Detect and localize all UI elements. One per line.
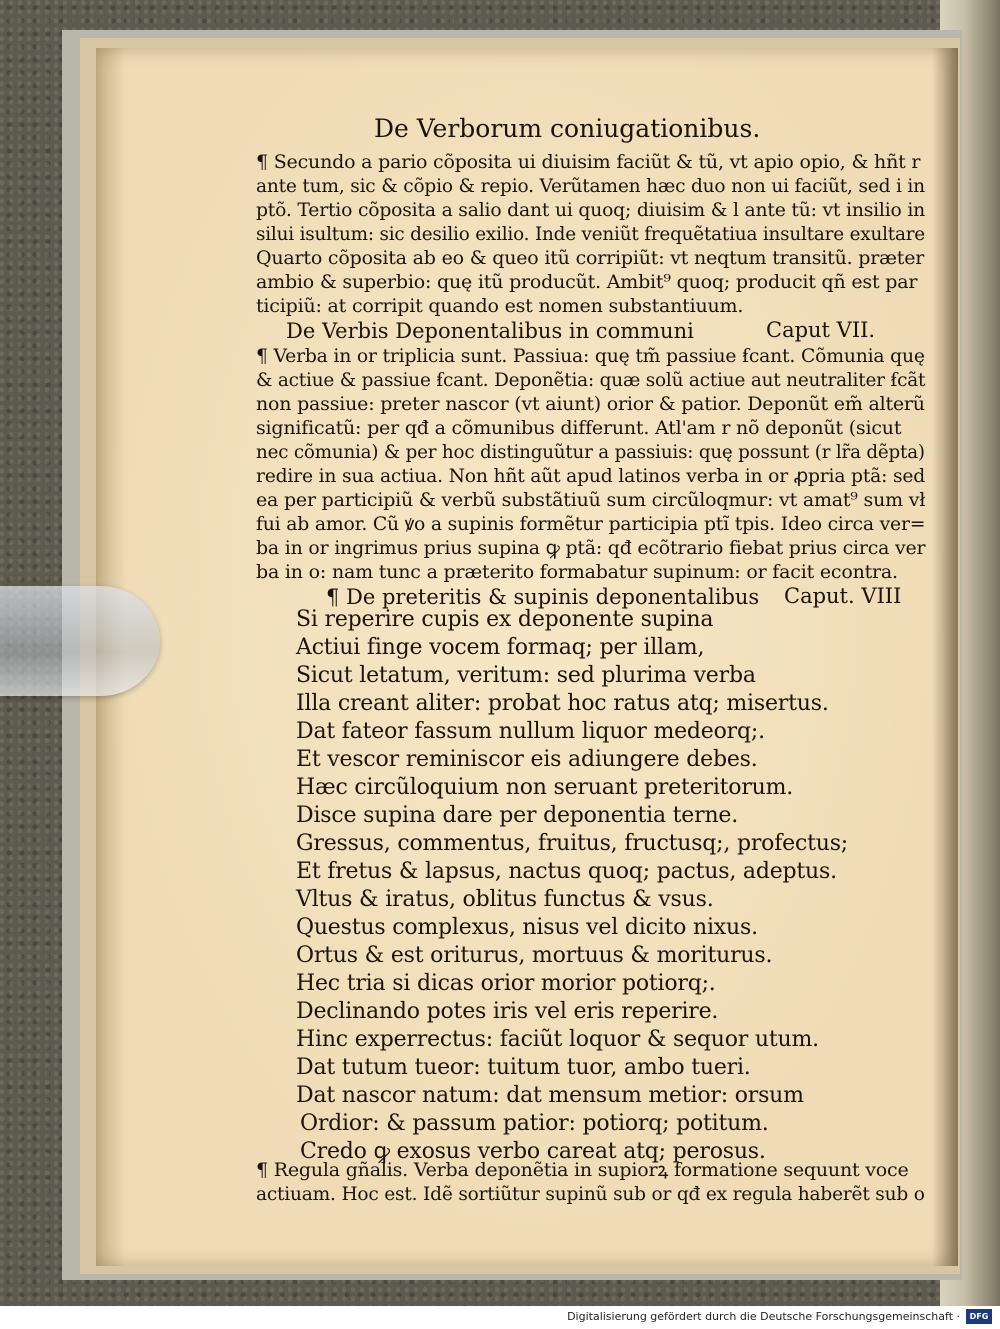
verse-line: Hæc circũloquium non seruant preteritorum.: [296, 775, 794, 800]
verse-line: Ordior: & passum patior: potiorq; potitum.: [300, 1111, 769, 1136]
verse-line: Credo ꝙ exosus verbo careat atq; perosus.: [300, 1139, 766, 1164]
text-line: ante tum, sic & cõpio & repio. Verũtamen hæc duo non ui faciũt, sed i in: [256, 175, 925, 197]
caput-label: Caput. VIII: [784, 584, 902, 608]
verse-line: Et fretus & lapsus, nactus quoq; pactus, adeptus.: [296, 859, 837, 884]
text-line: ¶ Verba in or triplicia sunt. Passiua: quę tm̃ passiue ẜcant. Cõmunia quę: [256, 345, 925, 367]
text-line: Quarto cõposita ab eo & queo itũ corripiũt: vt neqtum transitũ. præter: [256, 247, 925, 269]
text-line: ea per participiũ & verbũ substãtiuũ sum circũloqmur: vt amat⁹ sum vł: [256, 489, 926, 511]
text-line: silui isultum: sic desilio exilio. Inde veniũt frequẽtatiua insultare exultare: [256, 223, 925, 245]
verse-line: Et vescor reminiscor eis adiungere debes.: [296, 747, 758, 772]
text-line: ¶ Regula gñalis. Verba deponẽtia in supiorꝝ formatione sequunt voce: [256, 1159, 909, 1181]
text-line: ambio & superbio: quę itũ producũt. Ambit⁹ quoq; producit qñ est par: [256, 271, 918, 293]
verse-line: Disce supina dare per deponentia terne.: [296, 803, 739, 828]
verse-line: Sicut letatum, veritum: sed plurima verba: [296, 663, 756, 688]
caput-label: Caput VII.: [766, 318, 876, 342]
text-line: fui ab amor. Cũ ꝟo a supinis formẽtur participia ptĩ tpis. Ideo circa ver=: [256, 513, 926, 535]
verse-line: Vltus & iratus, oblitus functus & vsus.: [296, 887, 714, 912]
section-title: ¶ De preteritis & supinis deponentalibus: [326, 585, 760, 609]
verse-line: Si reperire cupis ex deponente supina: [296, 607, 714, 632]
section-title: De Verbis Deponentalibus in communi: [286, 319, 694, 343]
verse-line: Dat fateor fassum nullum liquor medeorq;.: [296, 719, 765, 744]
verse-line: Dat nascor natum: dat mensum metior: orsum: [296, 1083, 804, 1108]
text-line: ¶ Secundo a pario cõposita ui diuisim faciũt & tũ, vt apio opio, & hñt r: [256, 151, 921, 173]
verse-line: Declinando potes iris vel eris reperire.: [296, 999, 719, 1024]
verse-line: Ortus & est oriturus, mortuus & moriturus.: [296, 943, 773, 968]
text-line: non passiue: preter nascor (vt aiunt) orior & patior. Deponũt em̃ alterũ: [256, 393, 925, 415]
dfg-logo: DFG: [966, 1309, 992, 1324]
text-line: ba in o: nam tunc a præterito formabatur supinum: or facit econtra.: [256, 561, 898, 583]
verse-line: Gressus, commentus, fruitus, fructusq;, profectus;: [296, 831, 849, 856]
text-line: significatũ: per qđ a cõmunibus differunt. Atl'am r nõ deponũt (sicut: [256, 417, 902, 439]
verse-line: Questus complexus, nisus vel dicito nixus.: [296, 915, 758, 940]
text-line: redire in sua actiua. Non hñt aũt apud latinos verba in or ꝓpria ptã: sed: [256, 465, 926, 487]
funding-notice: Digitalisierung gefördert durch die Deutsche Forschungsgemeinschaft ·: [567, 1310, 960, 1323]
text-line: nec cõmunia) & per hoc distinguũtur a passiuis: quę possunt (r lr̃a dẽpta): [256, 441, 925, 463]
text-line: ticipiũ: at corripit quando est nomen substantiuum.: [256, 295, 744, 317]
text-line: ba in or ingrimus prius supina ꝙ ptã: qđ ecõtrario fiebat prius circa ver: [256, 537, 926, 559]
verse-line: Hinc experrectus: faciũt loquor & sequor utum.: [296, 1027, 819, 1052]
verse-line: Hec tria si dicas orior morior potiorq;.: [296, 971, 716, 996]
text-line: ptõ. Tertio cõposita a salio dant ui quoq; diuisim & l ante tũ: vt insilio in: [256, 199, 926, 221]
gutter-shadow: [932, 48, 958, 1266]
verse-line: Illa creant aliter: probat hoc ratus atq; misertus.: [296, 691, 829, 716]
page-clip: [0, 586, 160, 696]
running-head: De Verborum coniugationibus.: [374, 114, 761, 143]
verse-line: Dat tutum tueor: tuitum tuor, ambo tueri.: [296, 1055, 751, 1080]
text-line: & actiue & passiue ẜcant. Deponẽtia: quæ solũ actiue aut neutraliter ẜcãt: [256, 369, 926, 391]
verse-line: Actiui finge vocem formaq; per illam,: [296, 635, 705, 660]
text-line: actiuam. Hoc est. Idẽ sortiũtur supinũ sub or qđ ex regula haberẽt sub o: [256, 1183, 925, 1205]
